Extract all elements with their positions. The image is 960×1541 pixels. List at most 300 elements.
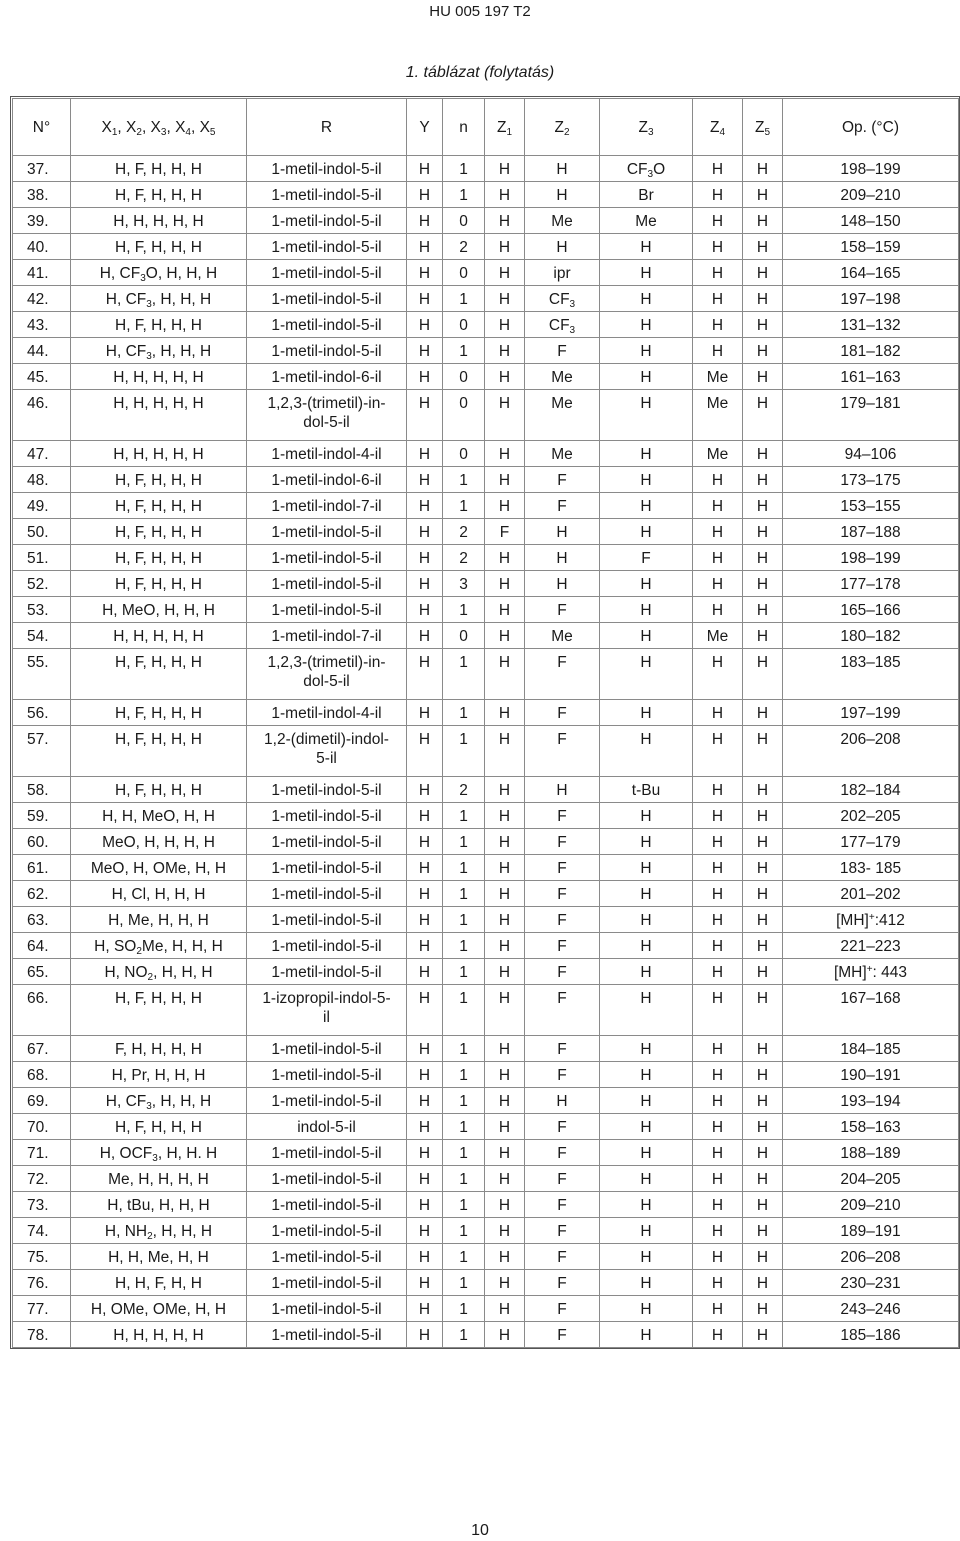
cell-no: 61. [13, 855, 71, 881]
cell-no: 60. [13, 829, 71, 855]
cell-r-group: 1-metil-indol-5-il [247, 519, 407, 545]
cell-z2: Me [525, 364, 600, 390]
cell-z4: Me [693, 390, 743, 441]
cell-x-substituents: H, F, H, H, H [71, 182, 247, 208]
cell-r-group: 1-metil-indol-6-il [247, 467, 407, 493]
cell-z2: F [525, 493, 600, 519]
cell-r-group: 1-metil-indol-5-il [247, 1062, 407, 1088]
cell-z4: H [693, 985, 743, 1036]
cell-z4: H [693, 1192, 743, 1218]
cell-y: H [407, 985, 443, 1036]
cell-z4: H [693, 1270, 743, 1296]
cell-melting-point: [MH]+: 443 [783, 959, 959, 985]
cell-x-substituents: H, Pr, H, H, H [71, 1062, 247, 1088]
cell-melting-point: 198–199 [783, 545, 959, 571]
table-row [13, 1062, 959, 1088]
cell-x-substituents: H, F, H, H, H [71, 234, 247, 260]
cell-z5: H [743, 571, 783, 597]
cell-n: 1 [443, 1062, 485, 1088]
cell-n: 1 [443, 1114, 485, 1140]
cell-n: 1 [443, 1192, 485, 1218]
cell-n: 1 [443, 1140, 485, 1166]
cell-melting-point: 148–150 [783, 208, 959, 234]
cell-z4: H [693, 156, 743, 182]
cell-z5: H [743, 286, 783, 312]
cell-no: 68. [13, 1062, 71, 1088]
table-row [13, 519, 959, 545]
cell-n: 1 [443, 649, 485, 700]
cell-x-substituents: H, F, H, H, H [71, 985, 247, 1036]
cell-y: H [407, 571, 443, 597]
cell-r-group: 1-metil-indol-5-il [247, 855, 407, 881]
table-row [13, 907, 959, 933]
header-z3: $Z_3$ [600, 99, 693, 156]
cell-x-substituents: H, H, H, H, H [71, 390, 247, 441]
page-number: 10 [471, 1522, 489, 1539]
cell-no: 57. [13, 726, 71, 777]
cell-x-substituents: H, H, F, H, H [71, 1270, 247, 1296]
cell-z4: H [693, 1296, 743, 1322]
cell-z3: t-Bu [600, 777, 693, 803]
cell-x-substituents: H, $NH_2$, H, H, H [71, 1218, 247, 1244]
cell-z1: H [485, 1140, 525, 1166]
cell-x-substituents: Me, H, H, H, H [71, 1166, 247, 1192]
cell-z3: Br [600, 182, 693, 208]
cell-r-group: 1-metil-indol-5-il [247, 907, 407, 933]
cell-no: 73. [13, 1192, 71, 1218]
table-row [13, 156, 959, 182]
table-row [13, 571, 959, 597]
cell-z3: H [600, 959, 693, 985]
cell-x-substituents: MeO, H, H, H, H [71, 829, 247, 855]
cell-z1: H [485, 493, 525, 519]
cell-z5: H [743, 441, 783, 467]
cell-z2: H [525, 545, 600, 571]
table-row [13, 312, 959, 338]
cell-z2: F [525, 1166, 600, 1192]
cell-z3: H [600, 1088, 693, 1114]
cell-melting-point: 187–188 [783, 519, 959, 545]
cell-z1: H [485, 286, 525, 312]
cell-r-group: 1-metil-indol-5-il [247, 338, 407, 364]
cell-z5: H [743, 467, 783, 493]
cell-x-substituents: H, F, H, H, H [71, 726, 247, 777]
cell-z2: F [525, 803, 600, 829]
cell-z5: H [743, 1192, 783, 1218]
cell-r-group: 1-metil-indol-5-il [247, 829, 407, 855]
cell-z2: F [525, 700, 600, 726]
cell-z1: H [485, 1036, 525, 1062]
cell-z3: H [600, 390, 693, 441]
cell-z1: F [485, 519, 525, 545]
cell-x-substituents: H, F, H, H, H [71, 467, 247, 493]
cell-n: 2 [443, 519, 485, 545]
cell-x-substituents: H, F, H, H, H [71, 571, 247, 597]
cell-z5: H [743, 1166, 783, 1192]
cell-melting-point: 183–185 [783, 649, 959, 700]
cell-n: 1 [443, 881, 485, 907]
cell-x-substituents: H, F, H, H, H [71, 519, 247, 545]
cell-z2: F [525, 467, 600, 493]
cell-z4: H [693, 1140, 743, 1166]
cell-r-group: 1-metil-indol-5-il [247, 1244, 407, 1270]
cell-z4: H [693, 1088, 743, 1114]
cell-r-group: 1-metil-indol-5-il [247, 1270, 407, 1296]
cell-x-substituents: H, $CF_3$, H, H, H [71, 338, 247, 364]
cell-x-substituents: H, $CF_3O$, H, H, H [71, 260, 247, 286]
cell-y: H [407, 208, 443, 234]
cell-x-substituents: H, H, MeO, H, H [71, 803, 247, 829]
cell-no: 51. [13, 545, 71, 571]
cell-z5: H [743, 1296, 783, 1322]
cell-no: 72. [13, 1166, 71, 1192]
cell-z1: H [485, 855, 525, 881]
cell-melting-point: 209–210 [783, 182, 959, 208]
cell-z1: H [485, 1296, 525, 1322]
cell-r-group: 1,2,3-(trimetil)-in- dol-5-il [247, 390, 407, 441]
cell-z5: H [743, 545, 783, 571]
cell-y: H [407, 803, 443, 829]
cell-z3: H [600, 1140, 693, 1166]
cell-z4: H [693, 907, 743, 933]
cell-z2: F [525, 338, 600, 364]
cell-z1: H [485, 1322, 525, 1348]
cell-melting-point: 177–179 [783, 829, 959, 855]
cell-z1: H [485, 881, 525, 907]
cell-z5: H [743, 1140, 783, 1166]
cell-x-substituents: H, OMe, OMe, H, H [71, 1296, 247, 1322]
cell-y: H [407, 1296, 443, 1322]
cell-z5: H [743, 1244, 783, 1270]
cell-z4: H [693, 649, 743, 700]
header-y: Y [407, 99, 443, 156]
cell-z3: H [600, 1218, 693, 1244]
cell-y: H [407, 390, 443, 441]
cell-z4: H [693, 1322, 743, 1348]
cell-z2: Me [525, 441, 600, 467]
cell-z2: F [525, 597, 600, 623]
cell-y: H [407, 881, 443, 907]
table-body [13, 156, 959, 1348]
cell-z3: H [600, 1062, 693, 1088]
cell-melting-point: 167–168 [783, 985, 959, 1036]
cell-z1: H [485, 1062, 525, 1088]
cell-z4: H [693, 1218, 743, 1244]
cell-melting-point: 189–191 [783, 1218, 959, 1244]
table-row [13, 467, 959, 493]
cell-y: H [407, 1166, 443, 1192]
cell-y: H [407, 545, 443, 571]
table-row [13, 829, 959, 855]
cell-r-group: 1-metil-indol-5-il [247, 208, 407, 234]
cell-z3: H [600, 234, 693, 260]
cell-z3: H [600, 700, 693, 726]
cell-r-group: 1,2,3-(trimetil)-in- dol-5-il [247, 649, 407, 700]
cell-n: 0 [443, 364, 485, 390]
cell-z2: Me [525, 623, 600, 649]
cell-r-group: 1-metil-indol-5-il [247, 1036, 407, 1062]
cell-z4: H [693, 493, 743, 519]
cell-z4: Me [693, 364, 743, 390]
cell-melting-point: 184–185 [783, 1036, 959, 1062]
cell-no: 70. [13, 1114, 71, 1140]
cell-r-group: 1-metil-indol-5-il [247, 803, 407, 829]
cell-z1: H [485, 260, 525, 286]
cell-x-substituents: F, H, H, H, H [71, 1036, 247, 1062]
cell-z3: H [600, 907, 693, 933]
cell-z5: H [743, 1322, 783, 1348]
cell-y: H [407, 623, 443, 649]
cell-y: H [407, 364, 443, 390]
cell-r-group: 1-metil-indol-5-il [247, 597, 407, 623]
cell-x-substituents: H, $NO_2$, H, H, H [71, 959, 247, 985]
cell-r-group: indol-5-il [247, 1114, 407, 1140]
cell-z1: H [485, 1114, 525, 1140]
cell-z1: H [485, 234, 525, 260]
cell-z4: Me [693, 623, 743, 649]
cell-r-group: 1-metil-indol-5-il [247, 182, 407, 208]
cell-z1: H [485, 312, 525, 338]
cell-x-substituents: H, Cl, H, H, H [71, 881, 247, 907]
cell-z1: H [485, 545, 525, 571]
cell-z3: H [600, 985, 693, 1036]
cell-z4: H [693, 1036, 743, 1062]
cell-r-group: 1-metil-indol-5-il [247, 1088, 407, 1114]
cell-z2: Me [525, 390, 600, 441]
table-row [13, 597, 959, 623]
cell-no: 53. [13, 597, 71, 623]
cell-z4: H [693, 855, 743, 881]
cell-n: 1 [443, 156, 485, 182]
cell-n: 0 [443, 441, 485, 467]
cell-z1: H [485, 1244, 525, 1270]
cell-z3: H [600, 338, 693, 364]
cell-no: 40. [13, 234, 71, 260]
cell-x-substituents: H, H, H, H, H [71, 1322, 247, 1348]
cell-z4: Me [693, 441, 743, 467]
cell-z5: H [743, 1062, 783, 1088]
cell-z3: $CF_3O$ [600, 156, 693, 182]
cell-x-substituents: H, H, Me, H, H [71, 1244, 247, 1270]
cell-z2: F [525, 1296, 600, 1322]
cell-z3: H [600, 260, 693, 286]
table-row [13, 260, 959, 286]
cell-z3: H [600, 441, 693, 467]
cell-no: 39. [13, 208, 71, 234]
header-z5: $Z_5$ [743, 99, 783, 156]
cell-z1: H [485, 726, 525, 777]
cell-no: 64. [13, 933, 71, 959]
cell-melting-point: 202–205 [783, 803, 959, 829]
cell-r-group: 1-metil-indol-5-il [247, 881, 407, 907]
cell-z1: H [485, 1192, 525, 1218]
cell-z2: F [525, 1192, 600, 1218]
cell-z2: F [525, 829, 600, 855]
cell-z4: H [693, 260, 743, 286]
cell-melting-point: 204–205 [783, 1166, 959, 1192]
cell-z2: F [525, 907, 600, 933]
cell-z3: H [600, 1244, 693, 1270]
cell-z2: H [525, 1088, 600, 1114]
cell-z5: H [743, 1218, 783, 1244]
cell-x-substituents: H, F, H, H, H [71, 777, 247, 803]
cell-z1: H [485, 467, 525, 493]
cell-n: 1 [443, 597, 485, 623]
cell-z2: F [525, 1270, 600, 1296]
cell-n: 2 [443, 545, 485, 571]
cell-n: 1 [443, 1244, 485, 1270]
cell-z5: H [743, 182, 783, 208]
cell-z1: H [485, 338, 525, 364]
cell-z3: H [600, 1296, 693, 1322]
cell-melting-point: 183- 185 [783, 855, 959, 881]
cell-r-group: 1-metil-indol-5-il [247, 234, 407, 260]
cell-no: 44. [13, 338, 71, 364]
cell-y: H [407, 933, 443, 959]
table-row [13, 1140, 959, 1166]
cell-n: 1 [443, 1296, 485, 1322]
cell-melting-point: 193–194 [783, 1088, 959, 1114]
cell-melting-point: [MH]+:412 [783, 907, 959, 933]
cell-z2: ipr [525, 260, 600, 286]
cell-n: 1 [443, 933, 485, 959]
cell-z1: H [485, 829, 525, 855]
cell-x-substituents: H, H, H, H, H [71, 623, 247, 649]
cell-z2: F [525, 855, 600, 881]
cell-z3: H [600, 649, 693, 700]
table-row [13, 1296, 959, 1322]
table-row [13, 1270, 959, 1296]
cell-z4: H [693, 312, 743, 338]
cell-no: 48. [13, 467, 71, 493]
cell-n: 1 [443, 1088, 485, 1114]
cell-x-substituents: H, F, H, H, H [71, 312, 247, 338]
header-n: n [443, 99, 485, 156]
table-row [13, 933, 959, 959]
cell-melting-point: 188–189 [783, 1140, 959, 1166]
cell-x-substituents: H, F, H, H, H [71, 156, 247, 182]
cell-n: 1 [443, 700, 485, 726]
cell-z4: H [693, 700, 743, 726]
cell-y: H [407, 1036, 443, 1062]
table-caption: 1. táblázat (folytatás) [405, 64, 555, 81]
table-row [13, 208, 959, 234]
cell-y: H [407, 855, 443, 881]
cell-no: 45. [13, 364, 71, 390]
cell-z5: H [743, 493, 783, 519]
cell-z5: H [743, 338, 783, 364]
cell-no: 43. [13, 312, 71, 338]
cell-no: 59. [13, 803, 71, 829]
cell-z5: H [743, 156, 783, 182]
cell-n: 0 [443, 312, 485, 338]
cell-x-substituents: H, F, H, H, H [71, 700, 247, 726]
cell-z2: F [525, 985, 600, 1036]
cell-z1: H [485, 182, 525, 208]
cell-z4: H [693, 545, 743, 571]
cell-z2: F [525, 933, 600, 959]
cell-melting-point: 243–246 [783, 1296, 959, 1322]
cell-x-substituents: H, F, H, H, H [71, 1114, 247, 1140]
cell-no: 75. [13, 1244, 71, 1270]
cell-no: 76. [13, 1270, 71, 1296]
cell-y: H [407, 286, 443, 312]
cell-n: 1 [443, 855, 485, 881]
cell-z1: H [485, 1218, 525, 1244]
cell-y: H [407, 519, 443, 545]
cell-no: 69. [13, 1088, 71, 1114]
cell-z3: H [600, 623, 693, 649]
cell-z2: $CF_3$ [525, 312, 600, 338]
cell-n: 0 [443, 260, 485, 286]
cell-melting-point: 180–182 [783, 623, 959, 649]
table-row [13, 545, 959, 571]
cell-y: H [407, 726, 443, 777]
cell-z1: H [485, 364, 525, 390]
cell-z4: H [693, 1166, 743, 1192]
cell-r-group: 1-metil-indol-4-il [247, 441, 407, 467]
cell-n: 3 [443, 571, 485, 597]
cell-melting-point: 131–132 [783, 312, 959, 338]
cell-z2: $CF_3$ [525, 286, 600, 312]
cell-x-substituents: H, H, H, H, H [71, 208, 247, 234]
cell-y: H [407, 441, 443, 467]
cell-z5: H [743, 364, 783, 390]
table-row [13, 726, 959, 777]
cell-y: H [407, 700, 443, 726]
cell-z4: H [693, 726, 743, 777]
cell-y: H [407, 649, 443, 700]
table-row [13, 1192, 959, 1218]
cell-n: 1 [443, 493, 485, 519]
cell-z2: F [525, 1140, 600, 1166]
cell-y: H [407, 234, 443, 260]
cell-z5: H [743, 907, 783, 933]
cell-z1: H [485, 1088, 525, 1114]
header-z4: $Z_4$ [693, 99, 743, 156]
cell-melting-point: 164–165 [783, 260, 959, 286]
cell-z4: H [693, 597, 743, 623]
cell-n: 0 [443, 623, 485, 649]
cell-r-group: 1-metil-indol-6-il [247, 364, 407, 390]
cell-melting-point: 197–198 [783, 286, 959, 312]
cell-z2: F [525, 1062, 600, 1088]
cell-no: 56. [13, 700, 71, 726]
cell-z5: H [743, 777, 783, 803]
cell-z3: H [600, 829, 693, 855]
cell-melting-point: 158–163 [783, 1114, 959, 1140]
cell-z2: F [525, 881, 600, 907]
cell-no: 71. [13, 1140, 71, 1166]
table-row [13, 182, 959, 208]
cell-z5: H [743, 700, 783, 726]
cell-z1: H [485, 985, 525, 1036]
cell-z1: H [485, 700, 525, 726]
cell-melting-point: 221–223 [783, 933, 959, 959]
table-row [13, 338, 959, 364]
cell-melting-point: 165–166 [783, 597, 959, 623]
cell-no: 65. [13, 959, 71, 985]
cell-z4: H [693, 933, 743, 959]
cell-x-substituents: H, F, H, H, H [71, 649, 247, 700]
cell-melting-point: 177–178 [783, 571, 959, 597]
cell-n: 2 [443, 234, 485, 260]
cell-x-substituents: MeO, H, OMe, H, H [71, 855, 247, 881]
cell-z5: H [743, 855, 783, 881]
cell-z4: H [693, 803, 743, 829]
cell-z1: H [485, 933, 525, 959]
cell-melting-point: 94–106 [783, 441, 959, 467]
